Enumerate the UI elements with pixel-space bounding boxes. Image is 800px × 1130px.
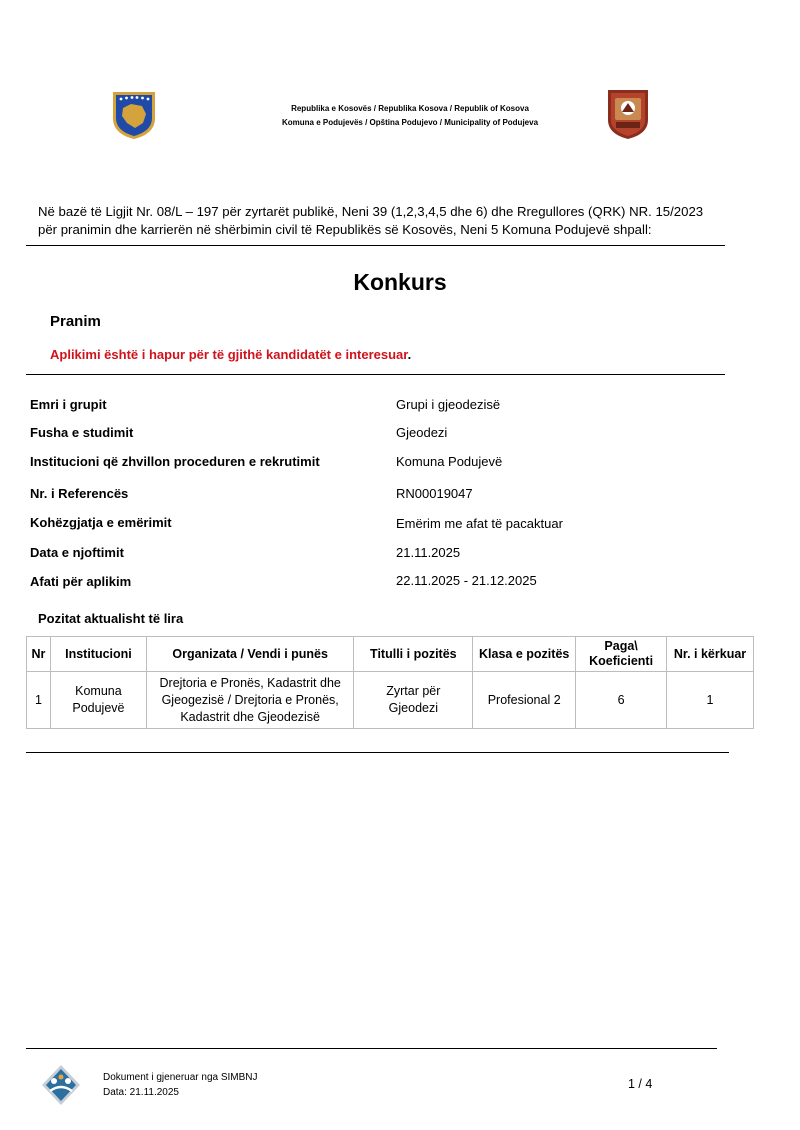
col-header-position-class: Klasa e pozitës (473, 637, 576, 672)
footer-generated-by: Dokument i gjeneruar nga SIMBNJ (103, 1072, 258, 1083)
divider (26, 374, 725, 375)
field-label-appointment-duration: Kohëzgjatja e emërimit (30, 515, 172, 530)
field-label-notice-date: Data e njoftimit (30, 545, 124, 560)
field-label-reference-number: Nr. i Referencës (30, 486, 129, 501)
divider (26, 752, 729, 753)
positions-section-title: Pozitat aktualisht të lira (38, 611, 184, 626)
cell-institution-line-2: Podujevë (72, 701, 125, 715)
col-header-institution: Institucioni (50, 637, 146, 672)
col-header-nr: Nr (27, 637, 51, 672)
cell-nr: 1 (27, 672, 51, 729)
col-header-organization: Organizata / Vendi i punës (146, 637, 354, 672)
page-number: 1 / 4 (628, 1077, 653, 1091)
podujeva-coat-of-arms-icon (606, 88, 650, 140)
field-label-institution: Institucioni që zhvillon proceduren e rekrutimit (30, 454, 320, 469)
field-value-notice-date: 21.11.2025 (396, 545, 461, 560)
cell-organization-line-1: Drejtoria e Pronës, Kadastrit dhe (159, 675, 341, 690)
legal-basis-intro (38, 203, 738, 239)
footer-date: Data: 21.11.2025 (103, 1087, 179, 1098)
col-header-position-title: Titulli i pozitës (354, 637, 473, 672)
open-application-text: Aplikimi është i hapur për të gjithë kandidatët e interesuar (50, 347, 408, 362)
field-value-appointment-duration: Emërim me afat të pacaktuar (396, 516, 563, 531)
table-row (27, 672, 754, 729)
col-header-salary-coefficient (576, 637, 667, 672)
divider (26, 245, 725, 246)
col-header-required-count: Nr. i kërkuar (667, 637, 754, 672)
open-application-dot: . (407, 347, 412, 362)
kosovo-coat-of-arms-icon (111, 90, 157, 140)
cell-institution (50, 672, 146, 729)
cell-position-title-line-2: Gjeodezi (388, 701, 439, 715)
field-value-institution: Komuna Podujevë (396, 454, 503, 469)
simbnj-logo-icon (40, 1063, 82, 1107)
field-label-study-field: Fusha e studimit (30, 425, 134, 440)
field-value-application-deadline: 22.11.2025 - 21.12.2025 (396, 573, 537, 588)
col-header-coefficient: Koeficienti (589, 654, 654, 668)
cell-institution-line-1: Komuna (75, 684, 122, 698)
cell-position-class: Profesional 2 (473, 672, 576, 729)
table-header-row (27, 637, 754, 672)
cell-organization (146, 672, 354, 729)
field-value-reference-number: RN00019047 (396, 486, 473, 501)
cell-position-title-line-1: Zyrtar për (386, 684, 441, 698)
field-value-group-name: Grupi i gjeodezisë (396, 397, 501, 412)
header-country-line: Republika e Kosovës / Republika Kosova / Republik of Kosova (291, 104, 529, 113)
field-label-group-name: Emri i grupit (30, 397, 107, 412)
footer-divider (26, 1048, 717, 1049)
field-value-study-field: Gjeodezi (396, 425, 448, 440)
cell-coefficient: 6 (576, 672, 667, 729)
cell-required-count: 1 (667, 672, 754, 729)
positions-table (26, 636, 754, 729)
intro-line-2: për pranimin dhe karrierën në shërbimin civil të Republikës së Kosovës, Neni 5 Komuna Podujevë shpall: (38, 222, 652, 237)
intro-line-1: Në bazë të Ligjit Nr. 08/L – 197 për zyrtarët publikë, Neni 39 (1,2,3,4,5 dhe 6) dhe Rregullores (QRK) NR. 15/2023 (38, 204, 704, 219)
cell-organization-line-2: Gjeogezisë / Drejtoria e Pronës, (161, 692, 339, 707)
open-application-note (50, 347, 411, 362)
field-label-application-deadline: Afati për aplikim (30, 574, 132, 589)
subtitle: Pranim (50, 313, 101, 330)
cell-position-title (354, 672, 473, 729)
page-title: Konkurs (353, 269, 447, 295)
header-municipality-line: Komuna e Podujevës / Opština Podujevo / Municipality of Podujeva (281, 118, 539, 127)
cell-organization-line-3: Kadastrit dhe Gjeodezisë (180, 709, 320, 724)
col-header-salary: Paga\ (604, 639, 638, 653)
